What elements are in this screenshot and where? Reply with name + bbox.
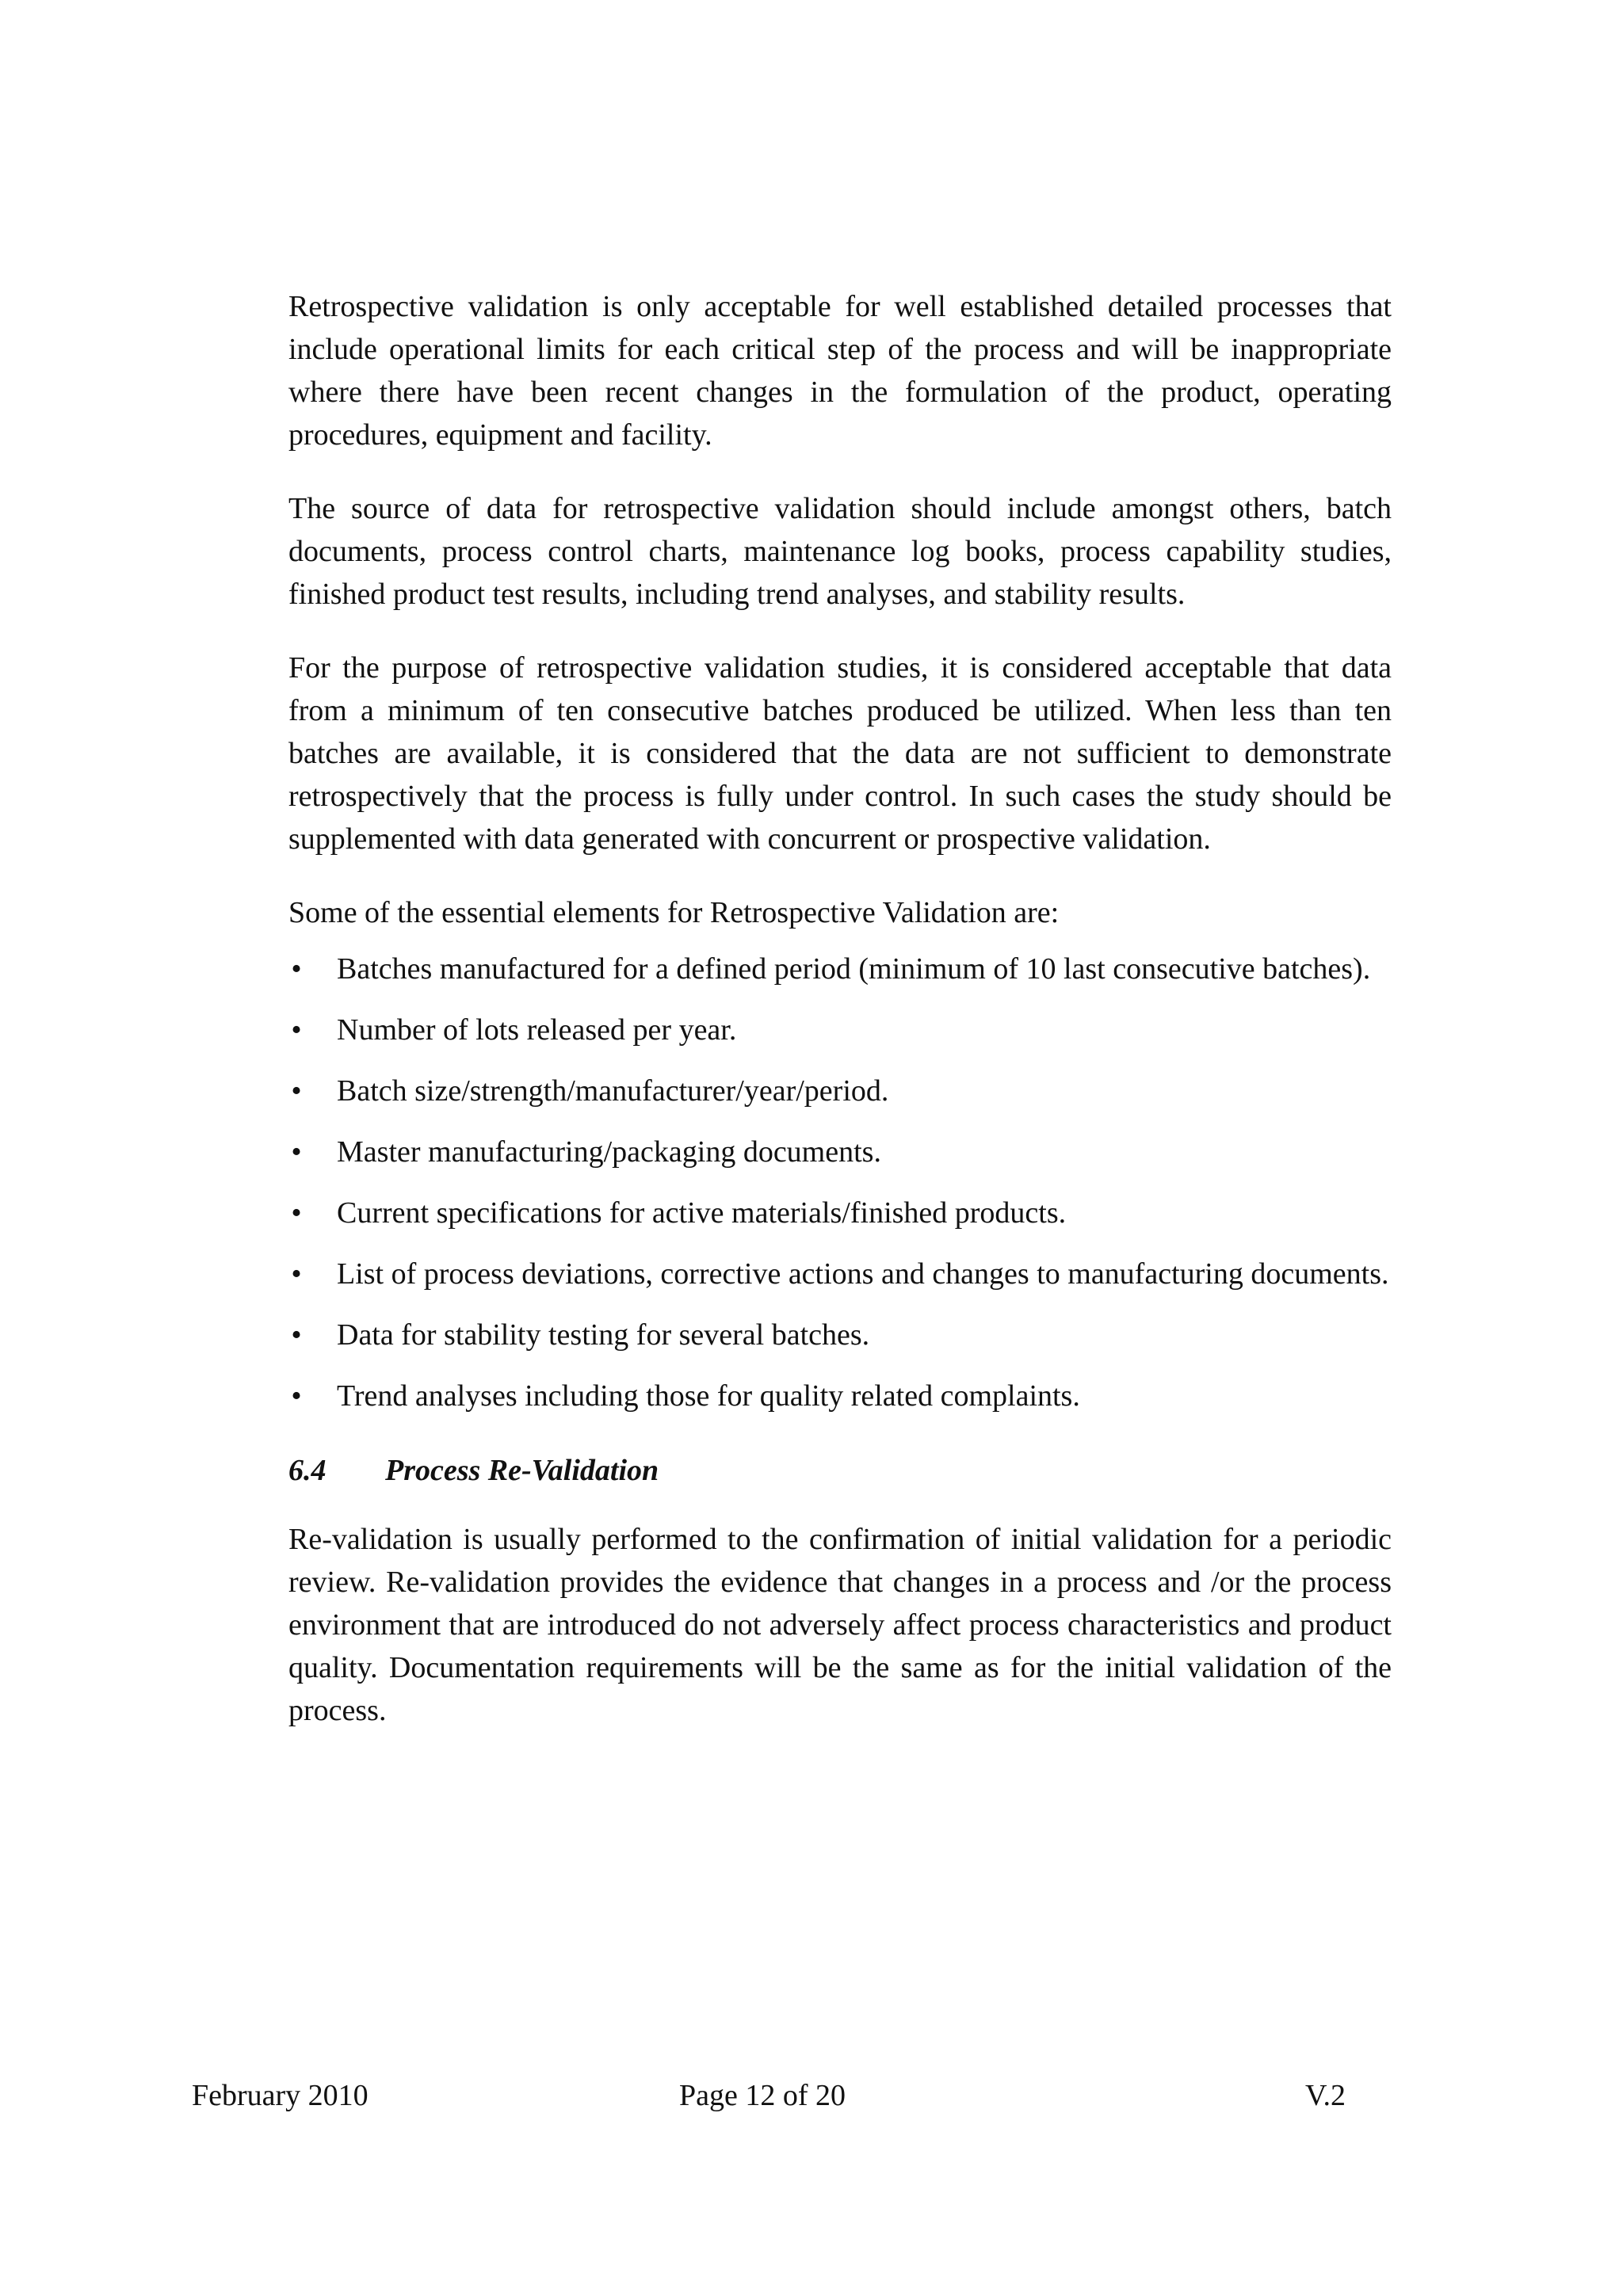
bullet-icon: • xyxy=(291,1318,302,1352)
bullet-icon: • xyxy=(291,1196,302,1230)
section-heading xyxy=(288,1449,1392,1492)
bullet-icon: • xyxy=(291,1379,302,1413)
bullet-icon: • xyxy=(291,952,302,986)
section-title: Process Re-Validation xyxy=(385,1454,659,1487)
essential-elements-list xyxy=(288,948,1392,1417)
list-item-text: Master manufacturing/packaging documents. xyxy=(337,1135,881,1169)
list-item-text: Number of lots released per year. xyxy=(337,1013,737,1047)
list-item-text: Batches manufactured for a defined period (minimum of 10 last consecutive batches). xyxy=(337,952,1371,986)
document-body xyxy=(288,285,1392,1763)
bullet-icon: • xyxy=(291,1074,302,1108)
list-item xyxy=(288,1314,1392,1356)
list-item-text: Trend analyses including those for quality related complaints. xyxy=(337,1379,1080,1413)
list-item xyxy=(288,1070,1392,1112)
list-item-text: Batch size/strength/manufacturer/year/period. xyxy=(337,1074,889,1108)
section-number: 6.4 xyxy=(288,1454,327,1487)
list-item xyxy=(288,1192,1392,1234)
bullet-icon: • xyxy=(291,1135,302,1169)
list-item xyxy=(288,948,1392,990)
bullet-icon: • xyxy=(291,1013,302,1047)
footer-version: V.2 xyxy=(1304,2079,1346,2112)
footer-date: February 2010 xyxy=(192,2079,369,2112)
paragraph-retrospective-acceptability: Retrospective validation is only acceptable for well established detailed processes that include operational limits for each critical step of the process and will be inappropriate where there have been recent changes in the formulation of the product, operating procedures, equipment and facility. xyxy=(288,290,1392,452)
paragraph-data-sources: The source of data for retrospective validation should include amongst others, batch documents, process control charts, maintenance log books, process capability studies, finished product test results, including trend analyses, and stability results. xyxy=(288,492,1392,611)
page-footer xyxy=(192,2074,1346,2117)
list-item-text: Current specifications for active materials/finished products. xyxy=(337,1196,1067,1230)
list-item xyxy=(288,1009,1392,1051)
list-item xyxy=(288,1131,1392,1173)
list-item-text: List of process deviations, corrective actions and changes to manufacturing documents. xyxy=(337,1257,1389,1291)
paragraph-essential-elements-intro: Some of the essential elements for Retrospective Validation are: xyxy=(288,896,1060,929)
list-item-text: Data for stability testing for several batches. xyxy=(337,1318,870,1352)
paragraph-ten-batches: For the purpose of retrospective validation studies, it is considered acceptable that data from a minimum of ten consecutive batches produced be utilized. When less than ten batches are available, it is considered that the data are not sufficient to demonstrate retrospectively that the process is fully under control. In such cases the study should be supplemented with data generated with concurrent or prospective validation. xyxy=(288,651,1392,856)
footer-page-number: Page 12 of 20 xyxy=(679,2079,846,2112)
list-item xyxy=(288,1253,1392,1295)
bullet-icon: • xyxy=(291,1257,302,1291)
list-item xyxy=(288,1375,1392,1417)
paragraph-revalidation: Re-validation is usually performed to the confirmation of initial validation for a periodic review. Re-validation provides the evidence that changes in a process and /or the process environment that are introduced do not adversely affect process characteristics and product quality. Documentation requirements will be the same as for the initial validation of the process. xyxy=(288,1523,1392,1727)
